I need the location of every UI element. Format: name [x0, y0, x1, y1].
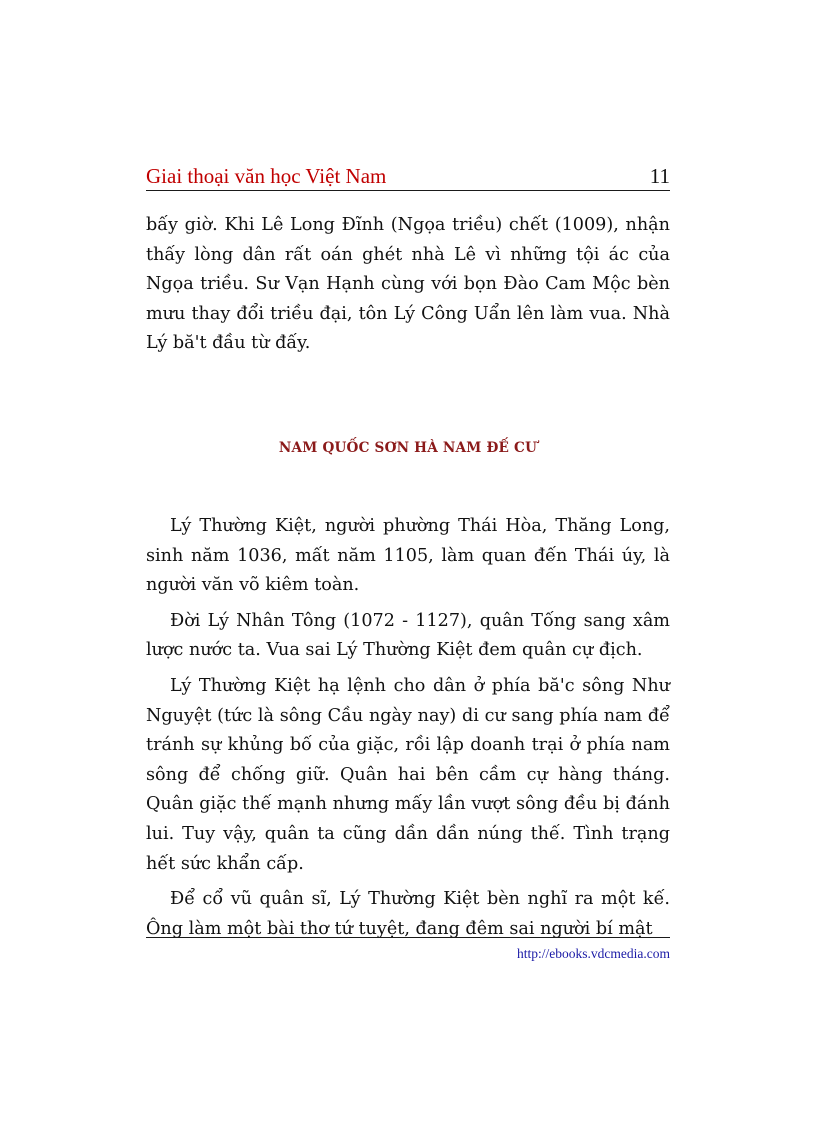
paragraph: Đời Lý Nhân Tông (1072 - 1127), quân Tống sang xâm lược nước ta. Vua sai Lý Thường Kiệt đem quân cự địch.	[146, 610, 670, 661]
paragraph: Lý Thường Kiệt, người phường Thái Hòa, Thăng Long, sinh năm 1036, mất năm 1105, làm quan đến Thái úy, là người văn võ kiêm toàn.	[146, 516, 670, 596]
section-title: NAM QUỐC SƠN HÀ NAM ĐẾ CƯ	[278, 440, 538, 456]
paragraph: Để cổ vũ quân sĩ, Lý Thường Kiệt bèn nghĩ ra một kế. Ông làm một bài thơ tứ tuyệt, đang đêm sai người bí mật	[146, 889, 670, 939]
book-title: Giai thoại văn học Việt Nam	[146, 164, 387, 188]
section-body	[146, 512, 670, 950]
paragraph: Lý Thường Kiệt hạ lệnh cho dân ở phía bă'c sông Như Nguyệt (tức là sông Cầu ngày nay) di cư sang phía nam để tránh sự khủng bố của giặc, rồi lập doanh trại ở phía nam sông để chống giữ. Quân hai bên cầm cự hàng tháng. Quân giặc thế mạnh nhưng mấy lần vượt sông đều bị đánh lui. Tuy vậy, quân ta cũng dần dần núng thế. Tình trạng hết sức khẩn cấp.	[146, 675, 670, 874]
page-header	[146, 162, 670, 191]
page-number: 11	[649, 164, 670, 188]
intro-paragraph-block	[146, 211, 670, 359]
intro-paragraph: bấy giờ. Khi Lê Long Đĩnh (Ngọa triều) chết (1009), nhận thấy lòng dân rất oán ghét nhà Lê vì những tội ác của Ngọa triều. Sư Vạn Hạnh cùng với bọn Đào Cam Mộc bèn mưu thay đổi triều đại, tôn Lý Công Uẩn lên làm vua. Nhà Lý bă't đầu từ đấy.	[146, 215, 670, 354]
footer-link[interactable]: http://ebooks.vdcmedia.com	[517, 946, 670, 961]
footer-divider	[146, 937, 670, 938]
